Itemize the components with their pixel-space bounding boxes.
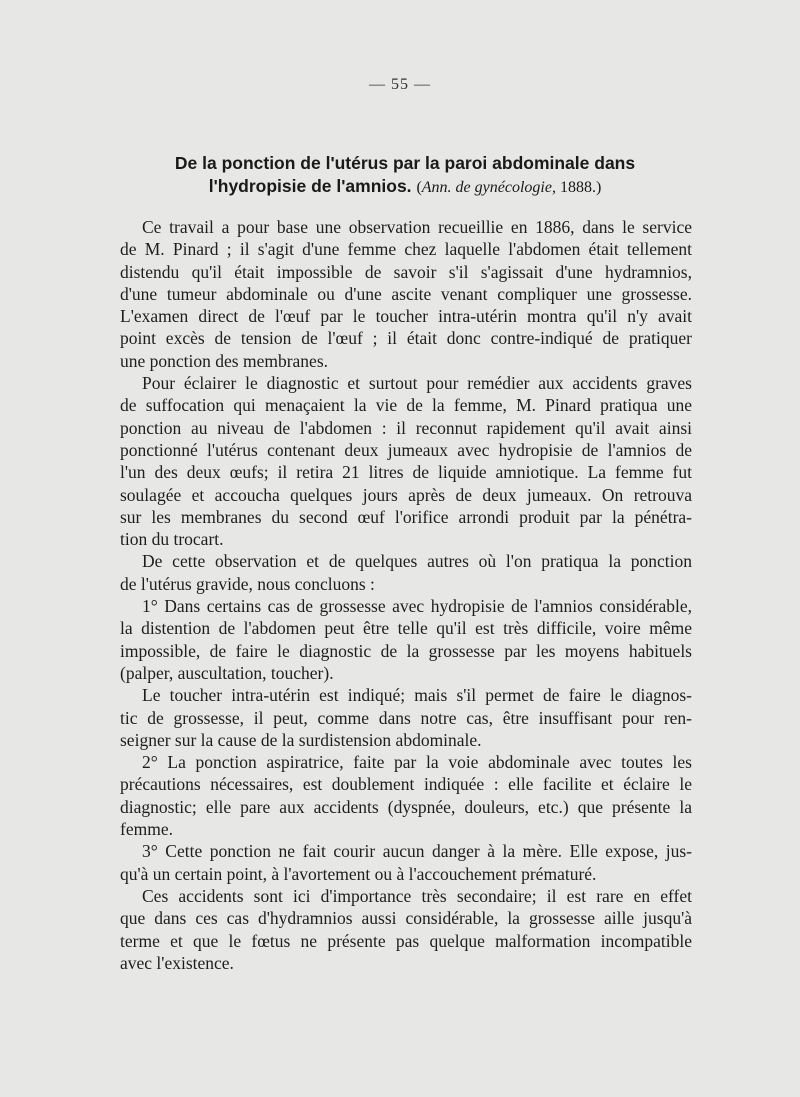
text-line: ponction au niveau de l'abdomen : il reconnut rapidement qu'il avait ainsi: [120, 417, 692, 438]
text-line: qu'à un certain point, à l'avortement ou à l'accouchement prématuré.: [120, 863, 597, 884]
title-line-2: [140, 175, 670, 199]
text-line: la distention de l'abdomen peut être telle qu'il est très difficile, voire même: [120, 618, 692, 639]
title-line-1: De la ponction de l'utérus par la paroi abdominale dans: [174, 153, 636, 173]
citation-journal: Ann. de gynécologie,: [421, 179, 556, 196]
text-line: tic de grossesse, il peut, comme dans notre cas, être insuffisant pour ren-: [120, 707, 692, 728]
text-line: 1° Dans certains cas de grossesse avec hydropisie de l'amnios considérable,: [142, 596, 692, 617]
text-line: de suffocation qui menaçaient la vie de la femme, M. Pinard pratiqua une: [120, 395, 692, 416]
title-line-2-text: l'hydropisie de l'amnios.: [208, 176, 412, 196]
text-line: de M. Pinard ; il s'agit d'une femme chez laquelle l'abdomen était tellement: [120, 239, 692, 260]
article-title: [140, 152, 670, 199]
page-number: — 55 —: [369, 76, 431, 93]
text-line: point excès de tension de l'œuf ; il était donc contre-indiqué de pratiquer: [120, 328, 692, 349]
text-line: diagnostic; elle pare aux accidents (dyspnée, douleurs, etc.) que présente la: [120, 796, 692, 817]
text-line: sur les membranes du second œuf l'orifice arrondi produit par la pénétra-: [120, 506, 692, 527]
text-line: L'examen direct de l'œuf par le toucher intra-utérin montra qu'il n'y avait: [120, 306, 692, 327]
citation-open: (: [416, 179, 422, 196]
text-line: que dans ces cas d'hydramnios aussi considérable, la grossesse aille jusqu'à: [120, 908, 692, 929]
text-line: Ces accidents sont ici d'importance très secondaire; il est rare en effet: [142, 885, 692, 906]
text-line: femme.: [120, 819, 173, 840]
citation-year: 1888.): [555, 179, 602, 196]
text-line: 3° Cette ponction ne fait courir aucun danger à la mère. Elle expose, jus-: [142, 841, 692, 862]
text-line: distendu qu'il était impossible de savoir s'il s'agissait d'une hydramnios,: [120, 261, 692, 282]
text-line: Le toucher intra-utérin est indiqué; mais s'il permet de faire le diagnos-: [142, 685, 692, 706]
text-line: d'une tumeur abdominale ou d'une ascite venant compliquer une grossesse.: [120, 283, 692, 304]
text-line: soulagée et accoucha quelques jours après de deux jumeaux. On retrouva: [120, 484, 692, 505]
text-line: impossible, de faire le diagnostic de la grossesse par les moyens habituels: [120, 640, 692, 661]
text-line: terme et que le fœtus ne présente pas quelque malformation incompatible: [120, 930, 692, 951]
text-line: tion du trocart.: [120, 529, 224, 550]
text-line: précautions nécessaires, est doublement indiquée : elle facilite et éclaire le: [120, 774, 692, 795]
text-line: seigner sur la cause de la surdistension abdominale.: [120, 729, 482, 750]
text-line: De cette observation et de quelques autres où l'on pratiqua la ponction: [142, 551, 692, 572]
text-line: ponctionné l'utérus contenant deux jumeaux avec hydropisie de l'amnios de: [120, 439, 692, 460]
text-line: Pour éclairer le diagnostic et surtout pour remédier aux accidents graves: [142, 373, 692, 394]
text-line: (palper, auscultation, toucher).: [120, 662, 334, 683]
citation: [416, 179, 601, 196]
body-text: [120, 216, 692, 974]
text-line: une ponction des membranes.: [120, 350, 329, 371]
text-line: avec l'existence.: [120, 952, 234, 973]
text-line: l'un des deux œufs; il retira 21 litres de liquide amniotique. La femme fut: [120, 462, 692, 483]
text-line: 2° La ponction aspiratrice, faite par la voie abdominale avec toutes les: [142, 752, 692, 773]
text-line: de l'utérus gravide, nous concluons :: [120, 573, 375, 594]
text-line: Ce travail a pour base une observation recueillie en 1886, dans le service: [142, 217, 692, 237]
